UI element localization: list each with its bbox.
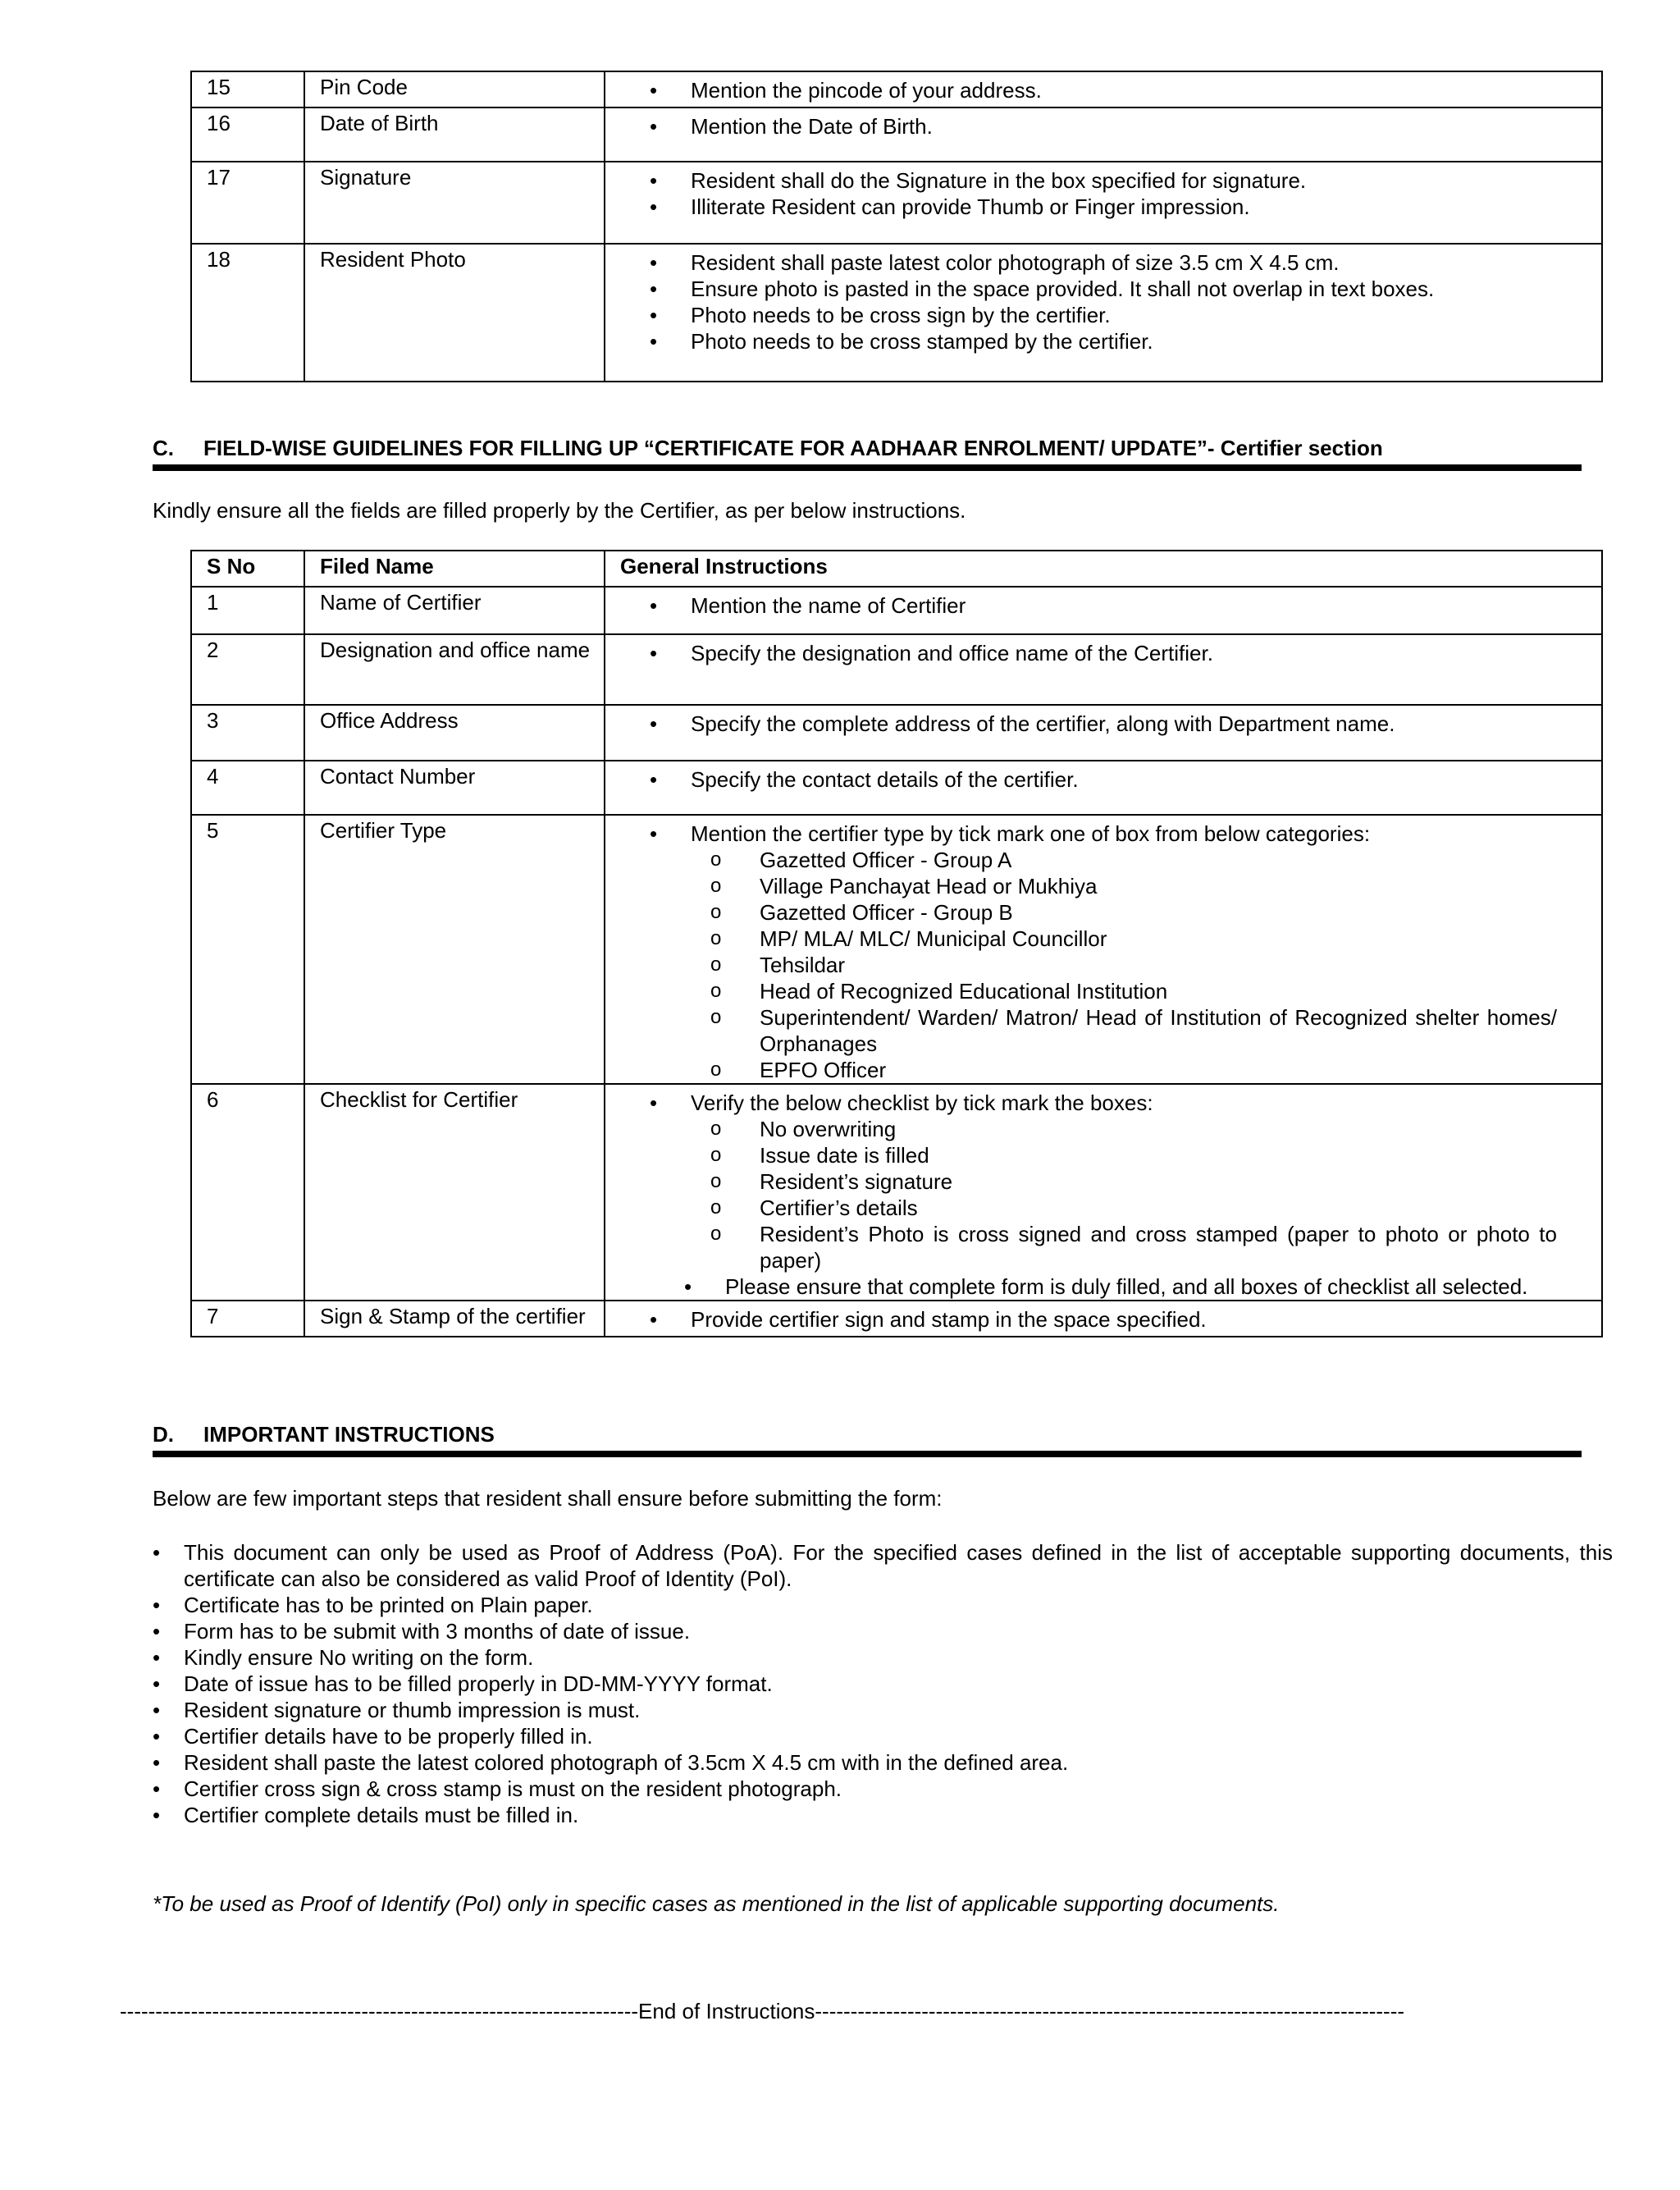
field-name-cell: Checklist for Certifier: [304, 1084, 605, 1301]
sno-cell: 15: [191, 71, 304, 107]
sno-cell: 5: [191, 815, 304, 1084]
end-of-instructions: -------------------------------------------------------------------------End of Instructions-----------------------------------------------------------------------------------: [120, 1999, 1405, 2023]
list-item: • Photo needs to be cross stamped by the certifier.: [691, 328, 1593, 354]
list-item: • Resident signature or thumb impression is must.: [184, 1697, 1613, 1723]
list-item: • Certifier cross sign & cross stamp is must on the resident photograph.: [184, 1776, 1613, 1802]
list-item: • This document can only be used as Proof of Address (PoA). For the specified cases defined in the list of acceptable supporting documents, this certificate can also be considered as valid Proof of Identity (PoI).: [184, 1539, 1613, 1592]
sno-cell: 3: [191, 705, 304, 761]
section-letter: D.: [153, 1422, 174, 1447]
column-header: Filed Name: [304, 551, 605, 587]
table-row: [191, 1084, 1602, 1301]
checkbox-option: o Head of Recognized Educational Institution: [760, 978, 1557, 1004]
list-item: • Mention the certifier type by tick mark one of box from below categories:: [691, 821, 1593, 847]
instructions-cell: [605, 761, 1602, 815]
sno-cell: 18: [191, 244, 304, 382]
list-item: • Certifier details have to be properly filled in.: [184, 1723, 1613, 1749]
sno-cell: 4: [191, 761, 304, 815]
field-name-cell: Name of Certifier: [304, 587, 605, 634]
checklist-option: o Certifier’s details: [760, 1195, 1557, 1221]
checkbox-option: o Village Panchayat Head or Mukhiya: [760, 873, 1557, 899]
instructions-cell: [605, 815, 1602, 1084]
list-item: • Please ensure that complete form is duly filled, and all boxes of checklist all selected.: [725, 1273, 1557, 1300]
section-c-intro: Kindly ensure all the fields are filled properly by the Certifier, as per below instructions.: [153, 498, 966, 523]
checklist-option: o No overwriting: [760, 1116, 1557, 1142]
field-name-cell: Office Address: [304, 705, 605, 761]
checkbox-option: o Gazetted Officer - Group B: [760, 899, 1557, 926]
table-row: [191, 705, 1602, 761]
field-name-cell: Resident Photo: [304, 244, 605, 382]
list-item: • Kindly ensure No writing on the form.: [184, 1644, 1613, 1671]
instructions-cell: [605, 587, 1602, 634]
list-item: • Specify the complete address of the certifier, along with Department name.: [691, 711, 1593, 737]
table-row: [191, 761, 1602, 815]
checkbox-option: o EPFO Officer: [760, 1057, 1557, 1083]
table-row: [191, 634, 1602, 705]
field-name-cell: Sign & Stamp of the certifier: [304, 1301, 605, 1337]
list-item: • Photo needs to be cross sign by the certifier.: [691, 302, 1593, 328]
table-row: [191, 244, 1602, 382]
section-letter: C.: [153, 436, 174, 460]
section-d-heading: [153, 1421, 1582, 1457]
list-item: • Mention the name of Certifier: [691, 592, 1593, 619]
list-item: • Provide certifier sign and stamp in the space specified.: [691, 1306, 1593, 1333]
column-header: S No: [191, 551, 304, 587]
checkbox-option: o Gazetted Officer - Group A: [760, 847, 1557, 873]
table-row: [191, 587, 1602, 634]
sno-cell: 2: [191, 634, 304, 705]
field-name-cell: Date of Birth: [304, 107, 605, 162]
checkbox-option: o MP/ MLA/ MLC/ Municipal Councillor: [760, 926, 1557, 952]
list-item: • Verify the below checklist by tick mark the boxes:: [691, 1090, 1593, 1116]
list-item: • Form has to be submit with 3 months of date of issue.: [184, 1618, 1613, 1644]
instructions-cell: [605, 1084, 1602, 1301]
list-item: • Date of issue has to be filled properly in DD-MM-YYYY format.: [184, 1671, 1613, 1697]
section-c-heading: [153, 435, 1582, 471]
table-row: [191, 71, 1602, 107]
list-item: • Resident shall do the Signature in the box specified for signature.: [691, 167, 1593, 194]
table-row: [191, 107, 1602, 162]
instructions-cell: [605, 107, 1602, 162]
table-row: [191, 162, 1602, 244]
field-name-cell: Contact Number: [304, 761, 605, 815]
field-name-cell: Signature: [304, 162, 605, 244]
instructions-cell: [605, 634, 1602, 705]
checklist-option: o Resident’s Photo is cross signed and cross stamped (paper to photo or photo to paper): [760, 1221, 1557, 1273]
table-header-row: [191, 551, 1602, 587]
list-item: • Resident shall paste the latest colored photograph of 3.5cm X 4.5 cm with in the defined area.: [184, 1749, 1613, 1776]
table-row: [191, 815, 1602, 1084]
list-item: • Illiterate Resident can provide Thumb or Finger impression.: [691, 194, 1593, 220]
sno-cell: 1: [191, 587, 304, 634]
resident-fields-table: [190, 71, 1603, 382]
section-d-intro: Below are few important steps that resident shall ensure before submitting the form:: [153, 1486, 943, 1511]
sno-cell: 17: [191, 162, 304, 244]
instructions-cell: [605, 71, 1602, 107]
field-name-cell: Certifier Type: [304, 815, 605, 1084]
list-item: • Mention the Date of Birth.: [691, 113, 1593, 139]
instructions-cell: [605, 162, 1602, 244]
footnote: *To be used as Proof of Identify (PoI) only in specific cases as mentioned in the list of applicable supporting documents.: [153, 1891, 1280, 1916]
list-item: • Specify the contact details of the certifier.: [691, 766, 1593, 793]
table-row: [191, 1301, 1602, 1337]
sno-cell: 16: [191, 107, 304, 162]
checklist-option: o Issue date is filled: [760, 1142, 1557, 1168]
list-item: • Certifier complete details must be filled in.: [184, 1802, 1613, 1828]
checkbox-option: o Superintendent/ Warden/ Matron/ Head of Institution of Recognized shelter homes/ Orphanages: [760, 1004, 1557, 1057]
sno-cell: 6: [191, 1084, 304, 1301]
sno-cell: 7: [191, 1301, 304, 1337]
important-instructions-list: [153, 1539, 1613, 1828]
checklist-option: o Resident’s signature: [760, 1168, 1557, 1195]
list-item: • Resident shall paste latest color photograph of size 3.5 cm X 4.5 cm.: [691, 249, 1593, 276]
field-name-cell: Designation and office name: [304, 634, 605, 705]
certifier-fields-table: [190, 550, 1603, 1337]
list-item: • Ensure photo is pasted in the space provided. It shall not overlap in text boxes.: [691, 276, 1593, 302]
instructions-cell: [605, 244, 1602, 382]
list-item: • Mention the pincode of your address.: [691, 77, 1593, 103]
checkbox-option: o Tehsildar: [760, 952, 1557, 978]
list-item: • Certificate has to be printed on Plain paper.: [184, 1592, 1613, 1618]
section-title: FIELD-WISE GUIDELINES FOR FILLING UP “CERTIFICATE FOR AADHAAR ENROLMENT/ UPDATE”- Certifier section: [203, 436, 1383, 460]
field-name-cell: Pin Code: [304, 71, 605, 107]
instructions-cell: [605, 1301, 1602, 1337]
list-item: • Specify the designation and office name of the Certifier.: [691, 640, 1593, 666]
section-title: IMPORTANT INSTRUCTIONS: [203, 1422, 495, 1447]
column-header: General Instructions: [605, 551, 1602, 587]
instructions-cell: [605, 705, 1602, 761]
